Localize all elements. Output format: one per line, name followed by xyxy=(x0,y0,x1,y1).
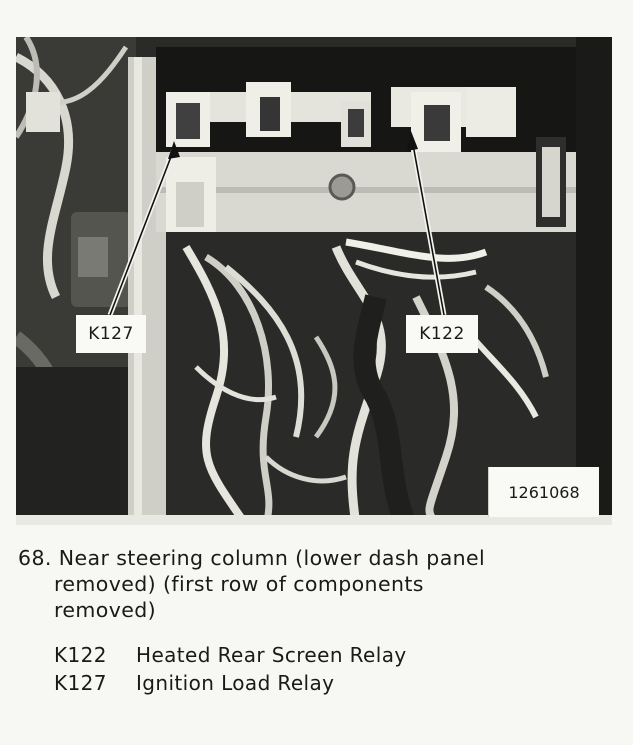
caption-line-3: removed) xyxy=(54,598,157,622)
legend-code: K127 xyxy=(54,671,107,695)
relay-panel-photo xyxy=(16,37,612,525)
photo-illustration xyxy=(16,37,612,525)
legend-code: K122 xyxy=(54,643,107,667)
caption-line-1 xyxy=(18,545,618,571)
caption-text-1: Near steering column (lower dash panel xyxy=(58,546,486,570)
caption-line-2: removed) (first row of components xyxy=(54,572,424,596)
legend-item xyxy=(54,641,407,669)
legend-item xyxy=(54,669,407,697)
caption-number: 68. xyxy=(18,546,52,570)
label-k122: K122 xyxy=(406,315,478,353)
figure-number: 1261068 xyxy=(488,467,599,517)
legend-description: Heated Rear Screen Relay xyxy=(136,643,407,667)
figure-caption xyxy=(18,545,618,623)
label-k127: K127 xyxy=(76,315,146,353)
component-legend xyxy=(54,641,407,697)
legend-description: Ignition Load Relay xyxy=(136,671,335,695)
